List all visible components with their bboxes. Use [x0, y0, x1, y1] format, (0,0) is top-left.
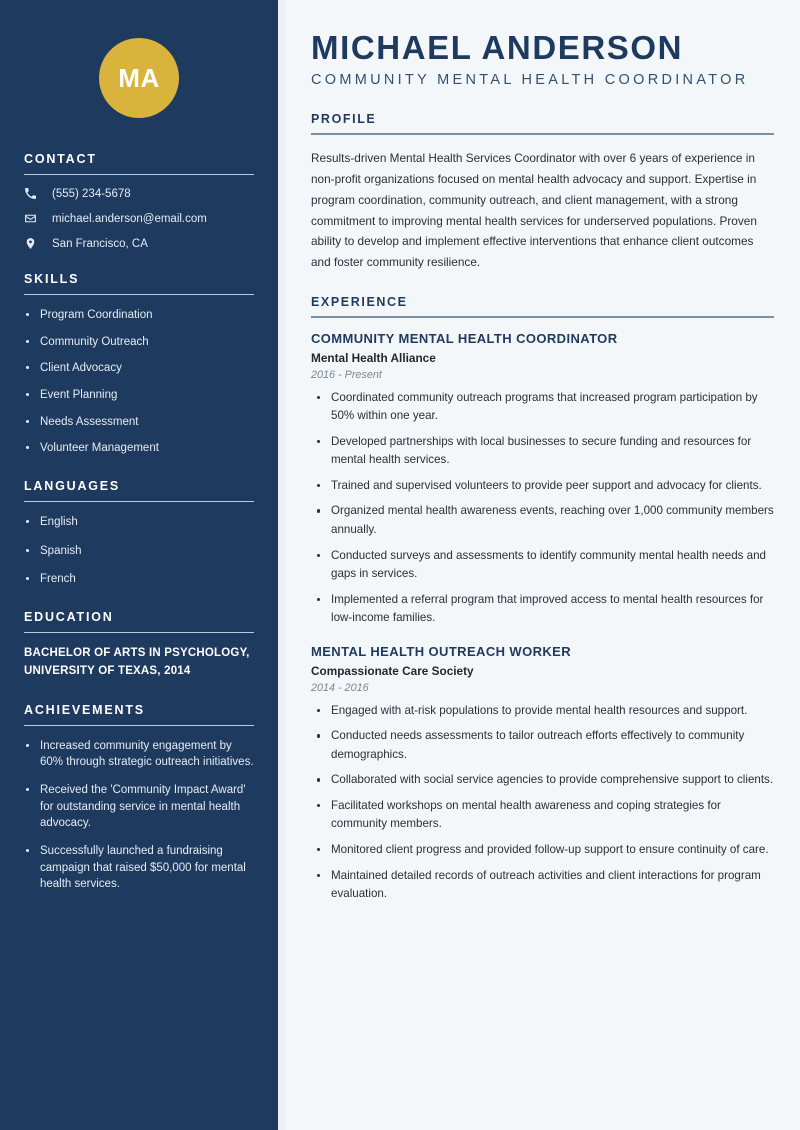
sidebar-section-achievements — [24, 703, 254, 893]
divider — [311, 316, 774, 318]
sidebar-section-contact — [24, 152, 254, 250]
avatar-container — [24, 0, 254, 152]
list-item: Received the 'Community Impact Award' for outstanding service in mental health advocacy. — [24, 782, 254, 832]
divider — [24, 501, 254, 502]
list-item: Trained and supervised volunteers to provide peer support and advocacy for clients. — [311, 477, 774, 496]
list-item: Conducted surveys and assessments to identify community mental health needs and gaps in services. — [311, 547, 774, 584]
experience-dates: 2016 - Present — [311, 368, 382, 381]
sidebar-heading-contact: CONTACT — [24, 152, 97, 166]
list-item: Collaborated with social service agencies to provide comprehensive support to clients. — [311, 771, 774, 790]
experience-bullets — [311, 389, 774, 628]
list-item: Increased community engagement by 60% through strategic outreach initiatives. — [24, 738, 254, 771]
list-item: Spanish — [24, 543, 254, 560]
list-item: French — [24, 571, 254, 588]
education-entry: BACHELOR OF ARTS IN PSYCHOLOGY, UNIVERSITY OF TEXAS, 2014 — [24, 647, 250, 677]
job-subtitle: COMMUNITY MENTAL HEALTH COORDINATOR — [311, 72, 749, 89]
sidebar-section-skills — [24, 272, 254, 457]
contact-item-location[interactable] — [24, 237, 254, 250]
experience-entry — [311, 331, 774, 628]
skills-list — [24, 307, 254, 457]
list-item: Developed partnerships with local businesses to secure funding and resources for mental health services. — [311, 433, 774, 470]
sidebar-section-education — [24, 610, 254, 681]
list-item: Event Planning — [24, 387, 254, 404]
avatar: MA — [99, 38, 179, 118]
list-item: Successfully launched a fundraising campaign that raised $50,000 for mental health services. — [24, 843, 254, 893]
sidebar-heading-skills: SKILLS — [24, 272, 80, 286]
main-heading-experience: EXPERIENCE — [311, 295, 408, 310]
achievements-list — [24, 738, 254, 893]
divider — [24, 725, 254, 726]
main-section-profile — [311, 112, 774, 273]
divider — [24, 632, 254, 633]
experience-title: COMMUNITY MENTAL HEALTH COORDINATOR — [311, 330, 618, 346]
sidebar-section-languages — [24, 479, 254, 588]
main-content — [285, 0, 800, 1130]
sidebar-heading-education: EDUCATION — [24, 610, 114, 625]
list-item: Maintained detailed records of outreach activities and client interactions for program evaluation. — [311, 867, 774, 904]
sidebar-heading-languages: LANGUAGES — [24, 479, 121, 494]
phone-icon — [24, 187, 42, 200]
list-item: Community Outreach — [24, 334, 254, 351]
experience-dates: 2014 - 2016 — [311, 681, 369, 694]
experience-entry — [311, 644, 774, 904]
experience-company: Compassionate Care Society — [311, 663, 474, 678]
experience-company: Mental Health Alliance — [311, 350, 436, 365]
languages-list — [24, 514, 254, 588]
contact-location-value: San Francisco, CA — [52, 237, 148, 250]
list-item: Implemented a referral program that improved access to mental health resources for low-income families. — [311, 591, 774, 628]
divider — [311, 133, 774, 135]
page-title: MICHAEL ANDERSON — [311, 29, 684, 66]
list-item: Client Advocacy — [24, 360, 254, 377]
contact-email-value: michael.anderson@email.com — [52, 212, 207, 225]
experience-bullets — [311, 702, 774, 904]
experience-title: MENTAL HEALTH OUTREACH WORKER — [311, 643, 572, 659]
divider — [24, 294, 254, 295]
envelope-icon — [24, 212, 42, 225]
list-item: Coordinated community outreach programs that increased program participation by 50% within one year. — [311, 389, 774, 426]
profile-text: Results-driven Mental Health Services Coordinator with over 6 years of experience in non-profit organizations focused on mental health advocacy and support. Expertise in program coordination, community outreach, and client management, with a strong commitment to improving mental health services for underserved populations. Proven ability to develop and implement effective interventions that enhance client outcomes and foster community resilience. — [311, 150, 757, 270]
location-pin-icon — [24, 237, 42, 250]
list-item: Organized mental health awareness events, reaching over 1,000 community members annually. — [311, 502, 774, 539]
main-section-experience — [311, 295, 774, 904]
list-item: Conducted needs assessments to tailor outreach efforts effectively to community demographics. — [311, 727, 774, 764]
list-item: Monitored client progress and provided follow-up support to ensure continuity of care. — [311, 841, 774, 860]
main-heading-profile: PROFILE — [311, 112, 377, 127]
list-item: Facilitated workshops on mental health awareness and coping strategies for community members. — [311, 797, 774, 834]
contact-phone-value: (555) 234-5678 — [52, 187, 131, 200]
contact-item-phone[interactable] — [24, 187, 254, 200]
list-item: Program Coordination — [24, 307, 254, 324]
sidebar-main-divider — [278, 0, 285, 1130]
list-item: English — [24, 514, 254, 531]
sidebar — [0, 0, 278, 1130]
sidebar-heading-achievements: ACHIEVEMENTS — [24, 702, 145, 717]
contact-item-email[interactable] — [24, 212, 254, 225]
list-item: Engaged with at-risk populations to provide mental health resources and support. — [311, 702, 774, 721]
divider — [24, 174, 254, 175]
list-item: Needs Assessment — [24, 414, 254, 431]
list-item: Volunteer Management — [24, 440, 254, 457]
